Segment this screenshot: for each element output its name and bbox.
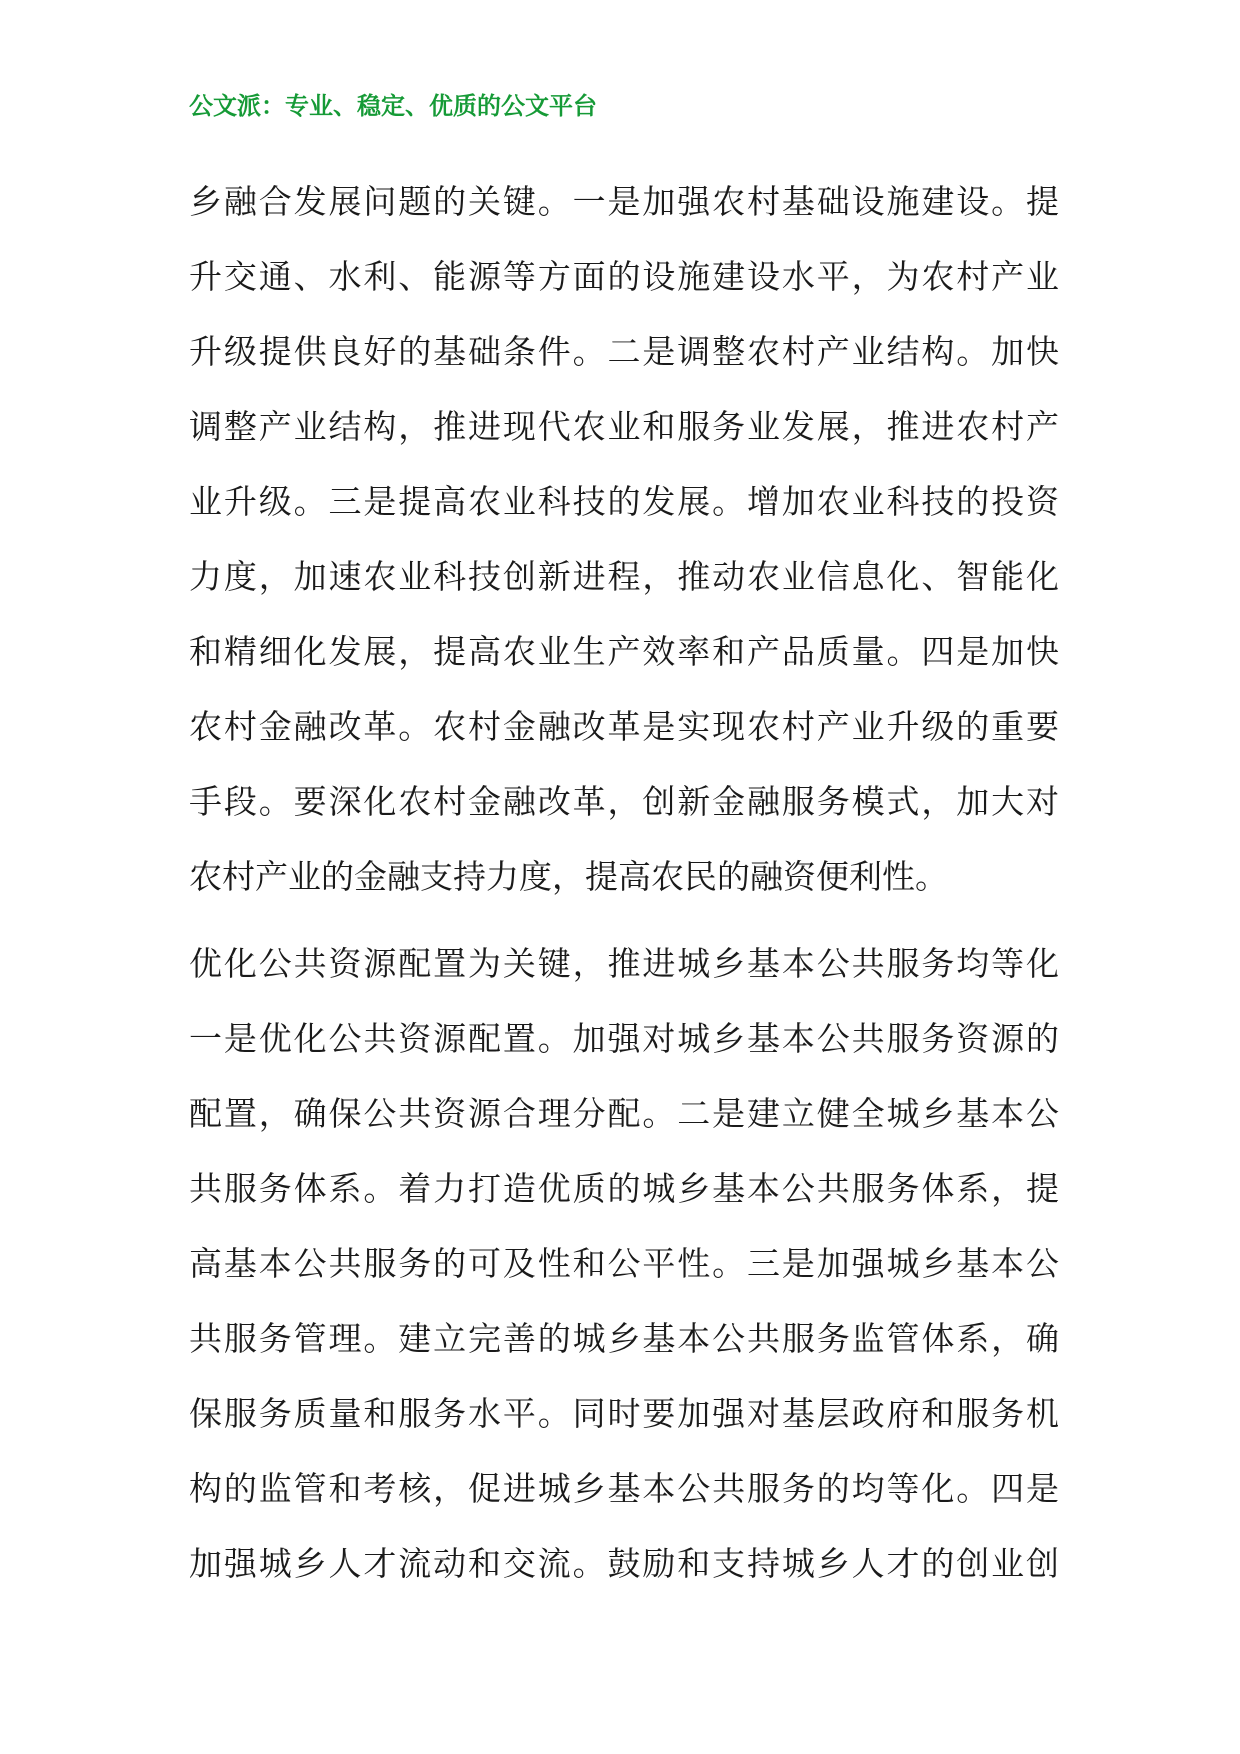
text-line: 升级提供良好的基础条件。二是调整农村产业结构。加快 xyxy=(189,332,1059,371)
text-line: 保服务质量和服务水平。同时要加强对基层政府和服务机 xyxy=(189,1394,1059,1433)
page-header-title: 公文派：专业、稳定、优质的公文平台 xyxy=(189,92,597,120)
text-line: 优化公共资源配置为关键，推进城乡基本公共服务均等化 xyxy=(189,944,1059,983)
text-line: 和精细化发展，提高农业生产效率和产品质量。四是加快 xyxy=(189,632,1059,671)
text-line: 一是优化公共资源配置。加强对城乡基本公共服务资源的 xyxy=(189,1019,1059,1058)
paragraph-public-services xyxy=(189,926,1059,1601)
text-line: 构的监管和考核，促进城乡基本公共服务的均等化。四是 xyxy=(189,1469,1059,1508)
text-line: 力度，加速农业科技创新进程，推动农业信息化、智能化 xyxy=(189,557,1059,596)
text-line: 高基本公共服务的可及性和公平性。三是加强城乡基本公 xyxy=(189,1244,1059,1283)
text-line: 业升级。三是提高农业科技的发展。增加农业科技的投资 xyxy=(189,482,1059,521)
text-line: 农村金融改革。农村金融改革是实现农村产业升级的重要 xyxy=(189,707,1059,746)
text-line: 配置，确保公共资源合理分配。二是建立健全城乡基本公 xyxy=(189,1094,1059,1133)
text-line: 共服务管理。建立完善的城乡基本公共服务监管体系，确 xyxy=(189,1319,1059,1358)
document-body xyxy=(189,164,1059,1601)
text-line: 升交通、水利、能源等方面的设施建设水平，为农村产业 xyxy=(189,257,1059,296)
text-line: 调整产业结构，推进现代农业和服务业发展，推进农村产 xyxy=(189,407,1059,446)
text-line: 乡融合发展问题的关键。一是加强农村基础设施建设。提 xyxy=(189,182,1059,221)
text-line: 共服务体系。着力打造优质的城乡基本公共服务体系，提 xyxy=(189,1169,1059,1208)
text-line: 手段。要深化农村金融改革，创新金融服务模式，加大对 xyxy=(189,782,1059,821)
paragraph-rural-industry xyxy=(189,164,1059,914)
text-line: 农村产业的金融支持力度，提高农民的融资便利性。 xyxy=(189,857,948,896)
text-line: 加强城乡人才流动和交流。鼓励和支持城乡人才的创业创 xyxy=(189,1544,1059,1583)
